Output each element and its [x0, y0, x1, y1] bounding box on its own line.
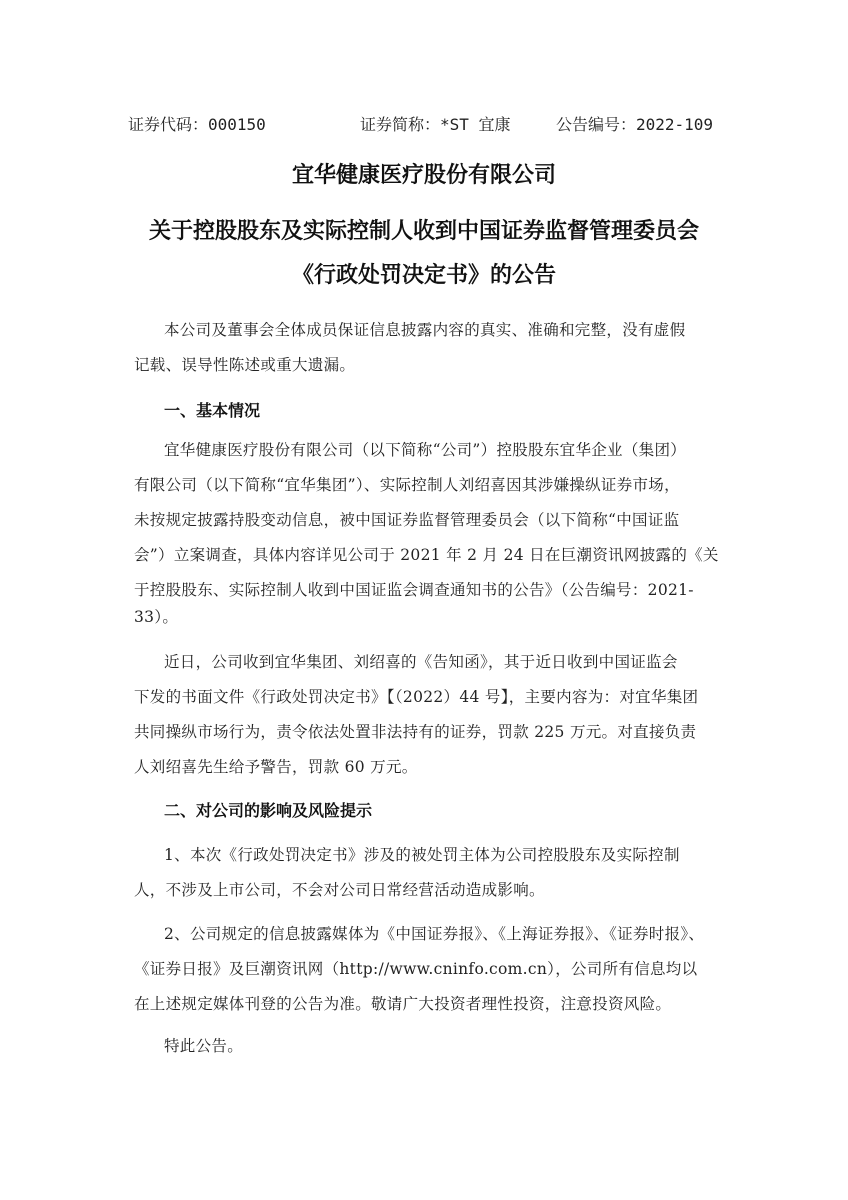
- paragraph-line: 33）。: [134, 608, 179, 626]
- announcement-number: 公告编号：2022-109: [556, 115, 714, 134]
- paragraph-line: 共同操纵市场行为，责令依法处置非法持有的证券，罚款 225 万元。对直接负责: [134, 723, 697, 741]
- paragraph-line: 宜华健康医疗股份有限公司（以下简称“公司”）控股股东宜华企业（集团）: [164, 441, 687, 459]
- paragraph-line: 有限公司（以下简称“宜华集团”）、实际控制人刘绍喜因其涉嫌操纵证券市场，: [134, 476, 680, 494]
- paragraph-line: 下发的书面文件《行政处罚决定书》【（2022）44 号】，主要内容为：对宜华集团: [134, 688, 699, 706]
- paragraph-line: 会”）立案调查，具体内容详见公司于 2021 年 2 月 24 日在巨潮资讯网披露的《关: [134, 546, 719, 564]
- company-name-title: 宜华健康医疗股份有限公司: [291, 163, 556, 188]
- paragraph-line: 《证券日报》及巨潮资讯网（http://www.cninfo.com.cn），公司所有信息均以: [134, 960, 698, 978]
- section-heading-impact-risk: 二、对公司的影响及风险提示: [164, 801, 373, 820]
- paragraph-line: 人刘绍喜先生给予警告，罚款 60 万元。: [134, 758, 418, 776]
- paragraph-line: 于控股股东、实际控制人收到中国证监会调查通知书的公告》（公告编号：2021-: [134, 581, 694, 599]
- paragraph-line: 近日，公司收到宜华集团、刘绍喜的《告知函》，其于近日收到中国证监会: [164, 653, 678, 671]
- announcement-title-line-2: 《行政处罚决定书》的公告: [291, 263, 556, 288]
- paragraph-line: 2、公司规定的信息披露媒体为《中国证券报》、《上海证券报》、《证券时报》、: [164, 925, 705, 943]
- disclaimer-line: 记载、误导性陈述或重大遗漏。: [134, 356, 356, 374]
- paragraph-line: 未按规定披露持股变动信息，被中国证券监督管理委员会（以下简称“中国证监: [134, 511, 680, 529]
- paragraph-line: 在上述规定媒体刊登的公告为准。敬请广大投资者理性投资，注意投资风险。: [134, 995, 672, 1013]
- paragraph-line: 1、本次《行政处罚决定书》涉及的被处罚主体为公司控股股东及实际控制: [164, 846, 680, 864]
- disclaimer-line: 本公司及董事会全体成员保证信息披露内容的真实、准确和完整，没有虚假: [164, 321, 686, 339]
- stock-short-name: 证券简称：*ST 宜康: [360, 115, 511, 134]
- closing-statement: 特此公告。: [164, 1037, 244, 1055]
- paragraph-line: 人，不涉及上市公司，不会对公司日常经营活动造成影响。: [134, 881, 545, 899]
- stock-code: 证券代码：000150: [128, 115, 266, 134]
- announcement-title-line-1: 关于控股股东及实际控制人收到中国证券监督管理委员会: [148, 219, 699, 244]
- section-heading-basic-info: 一、基本情况: [164, 401, 261, 420]
